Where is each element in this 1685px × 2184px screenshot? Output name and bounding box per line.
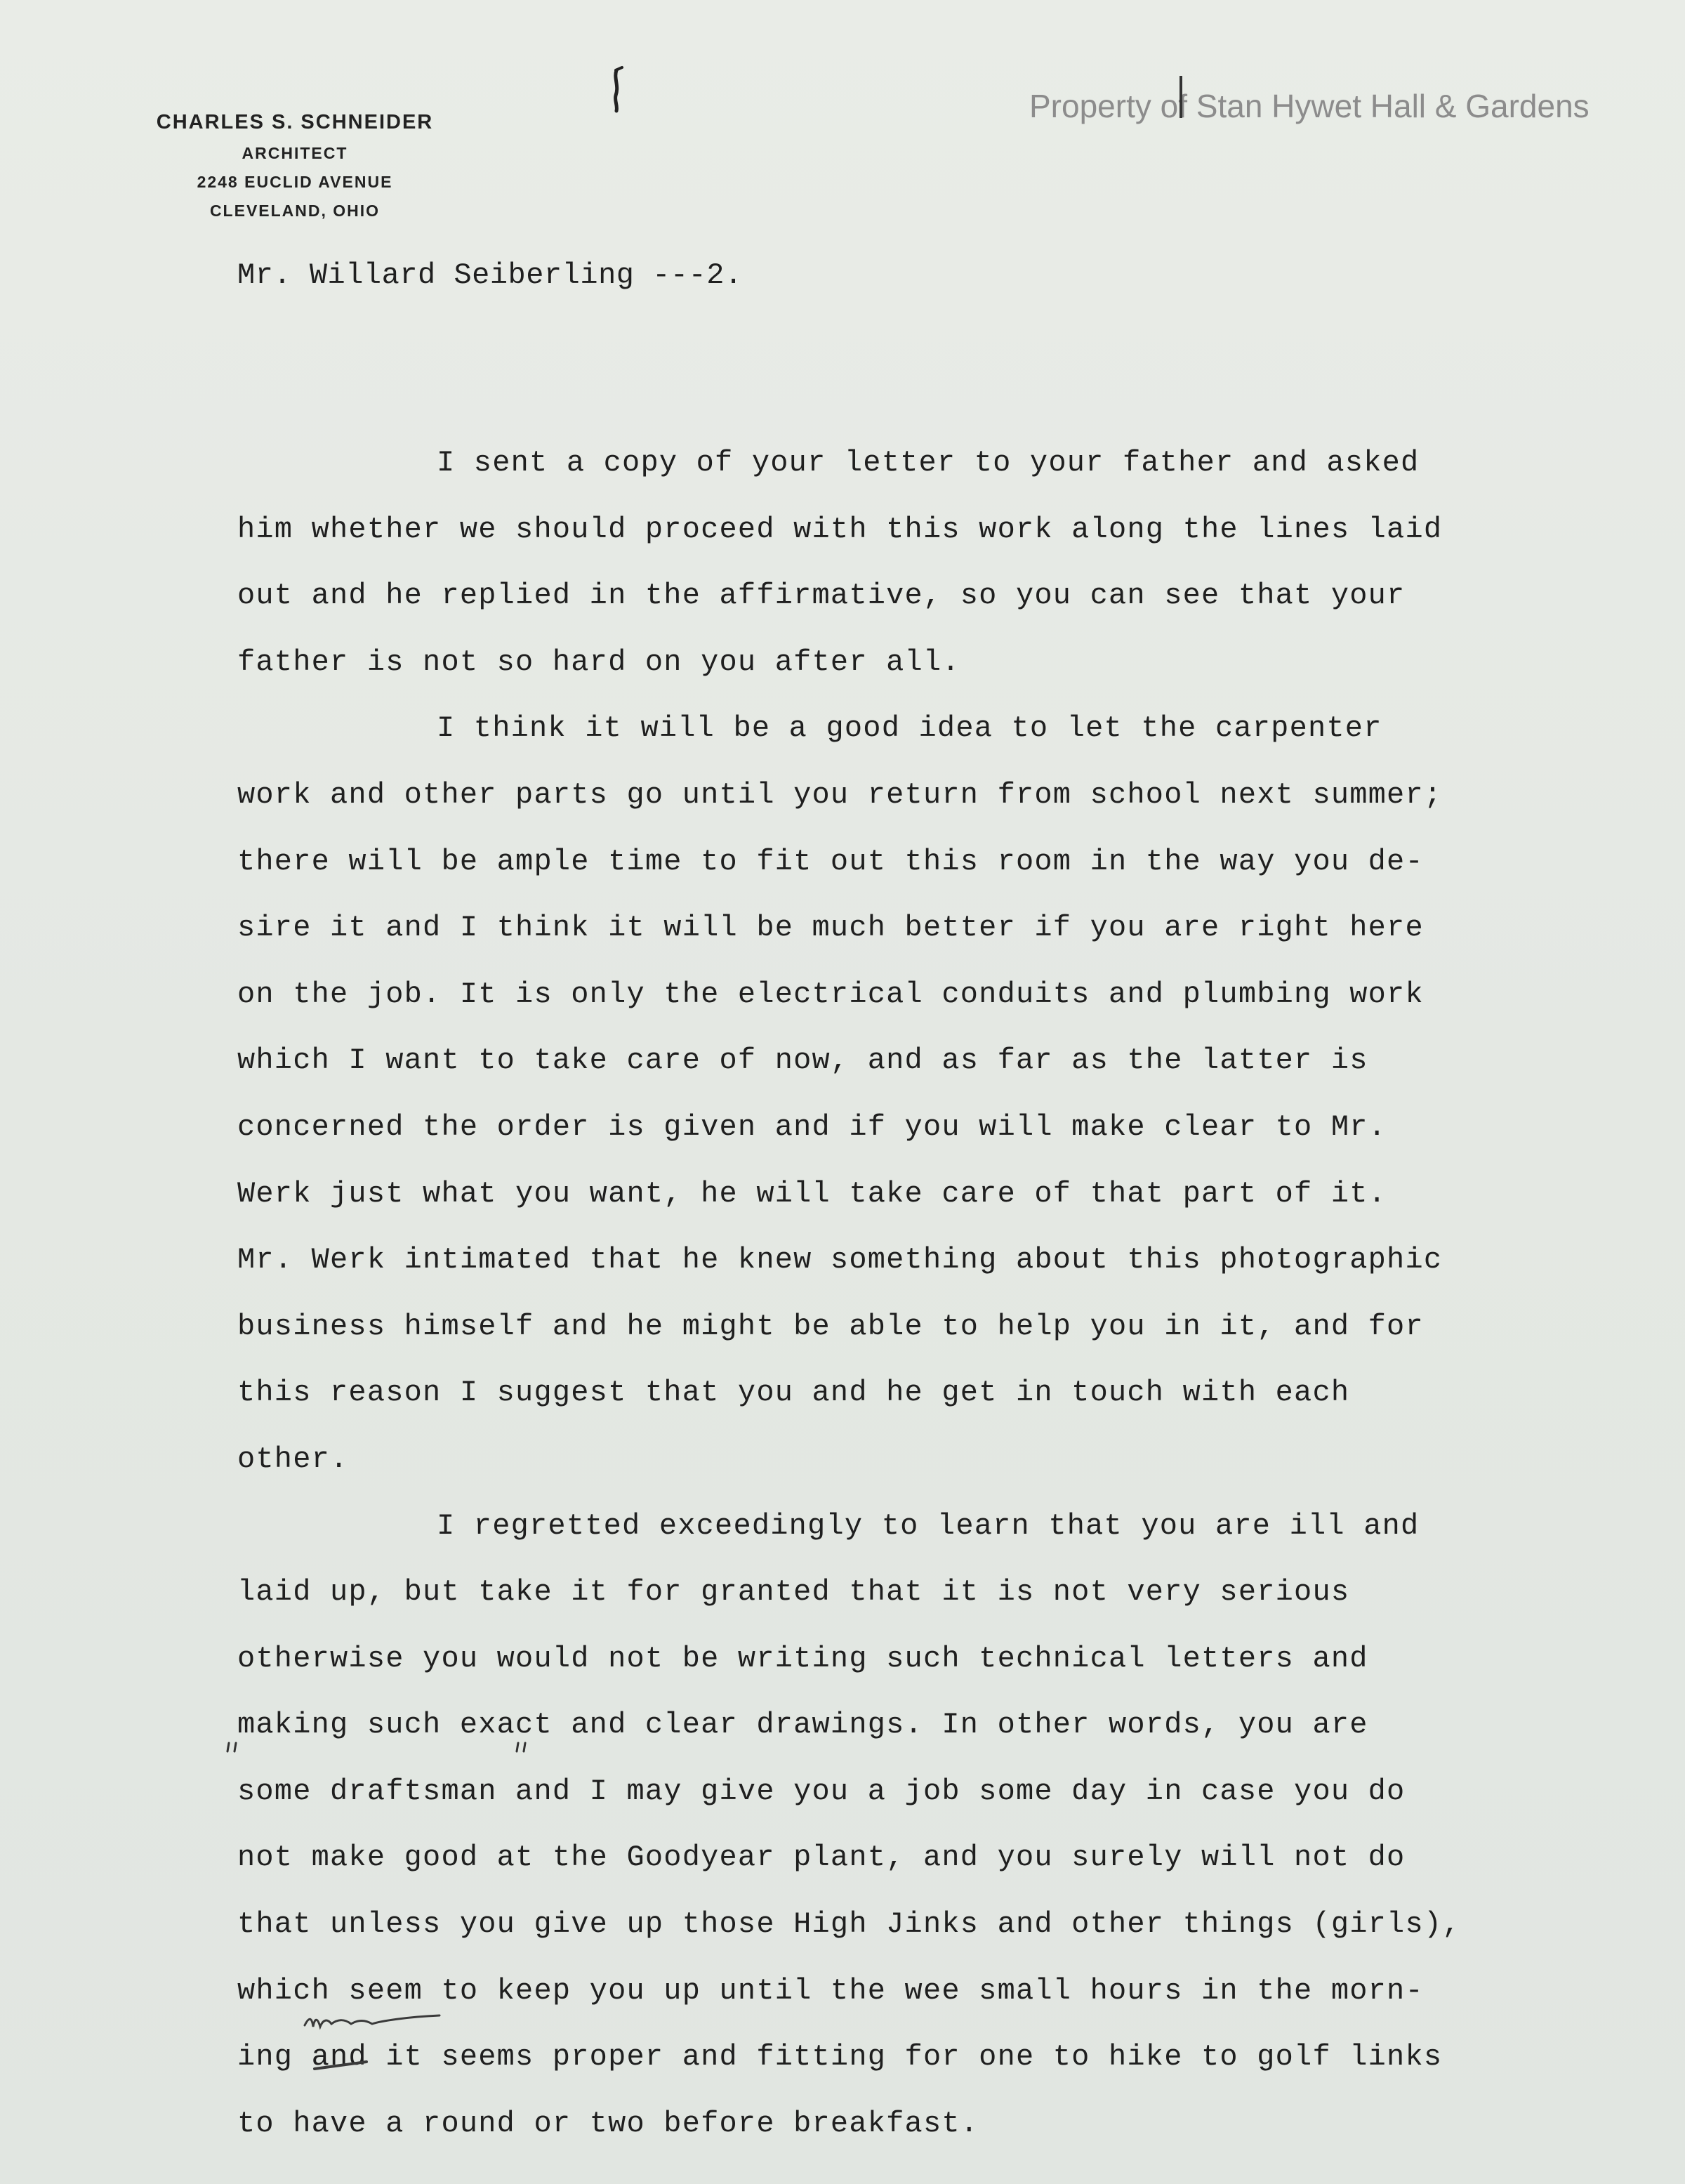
handwritten-open-quote-mark	[223, 1740, 244, 1761]
letterhead-name: CHARLES S. SCHNEIDER	[156, 111, 434, 133]
text-line: concerned the order is given and if you will make clear to Mr.	[237, 1110, 1387, 1144]
text-line: there will be ample time to fit out this room in the way you de-	[237, 844, 1424, 879]
text-line: sire it and I think it will be much better if you are right here	[237, 911, 1424, 945]
text-line: which seem to keep you up until the wee small hours in the morn-	[237, 1973, 1424, 2008]
property-watermark: Property of Stan Hywet Hall & Gardens	[1029, 88, 1590, 124]
text-line: other.	[237, 1442, 349, 1476]
handwritten-close-quote-mark	[513, 1740, 534, 1761]
letterhead-city: CLEVELAND, OHIO	[209, 202, 381, 220]
ink-blemish-mark	[604, 65, 632, 121]
text-line: not make good at the Goodyear plant, and you surely will not do	[237, 1841, 1406, 1875]
text-line: that unless you give up those High Jinks and other things (girls),	[237, 1907, 1461, 1942]
text-line: laid up, but take it for granted that it is not very serious	[237, 1575, 1350, 1610]
letterhead-address: 2248 EUCLID AVENUE	[197, 173, 393, 191]
text-line: business himself and he might be able to help you in it, and for	[237, 1309, 1424, 1343]
text-line: father is not so hard on you after all.	[237, 645, 960, 679]
text-line: making such exact and clear drawings. In other words, you are	[237, 1708, 1368, 1742]
text-line: I sent a copy of your letter to your father and asked	[437, 446, 1420, 480]
text-line: out and he replied in the affirmative, so you can see that your	[237, 579, 1406, 613]
text-line: ing and it seems proper and fitting for one to hike to golf links	[237, 2040, 1443, 2074]
text-line: otherwise you would not be writing such technical letters and	[237, 1641, 1368, 1676]
text-line: I regretted exceedingly to learn that you are ill and	[437, 1508, 1420, 1543]
letter-body	[237, 430, 1571, 2157]
handwritten-correction-mark	[302, 2003, 442, 2080]
letterhead-title: ARCHITECT	[242, 144, 348, 162]
letterhead	[119, 111, 470, 221]
text-line: work and other parts go until you return from school next summer;	[237, 777, 1443, 812]
text-line: Werk just what you want, he will take care of that part of it.	[237, 1176, 1387, 1211]
text-line: this reason I suggest that you and he get in touch with each	[237, 1376, 1350, 1410]
text-line: which I want to take care of now, and as far as the latter is	[237, 1044, 1368, 1078]
ink-stroke-mark	[1174, 73, 1188, 122]
text-line: to have a round or two before breakfast.	[237, 2106, 979, 2140]
text-line: him whether we should proceed with this work along the lines laid	[237, 512, 1443, 546]
page-header: Mr. Willard Seiberling ---2.	[237, 258, 743, 292]
text-line: I think it will be a good idea to let the carpenter	[437, 711, 1382, 746]
text-line: Mr. Werk intimated that he knew something about this photographic	[237, 1243, 1443, 1277]
text-line: on the job. It is only the electrical conduits and plumbing work	[237, 977, 1424, 1011]
text-line: some draftsman and I may give you a job some day in case you do	[237, 1774, 1406, 1808]
